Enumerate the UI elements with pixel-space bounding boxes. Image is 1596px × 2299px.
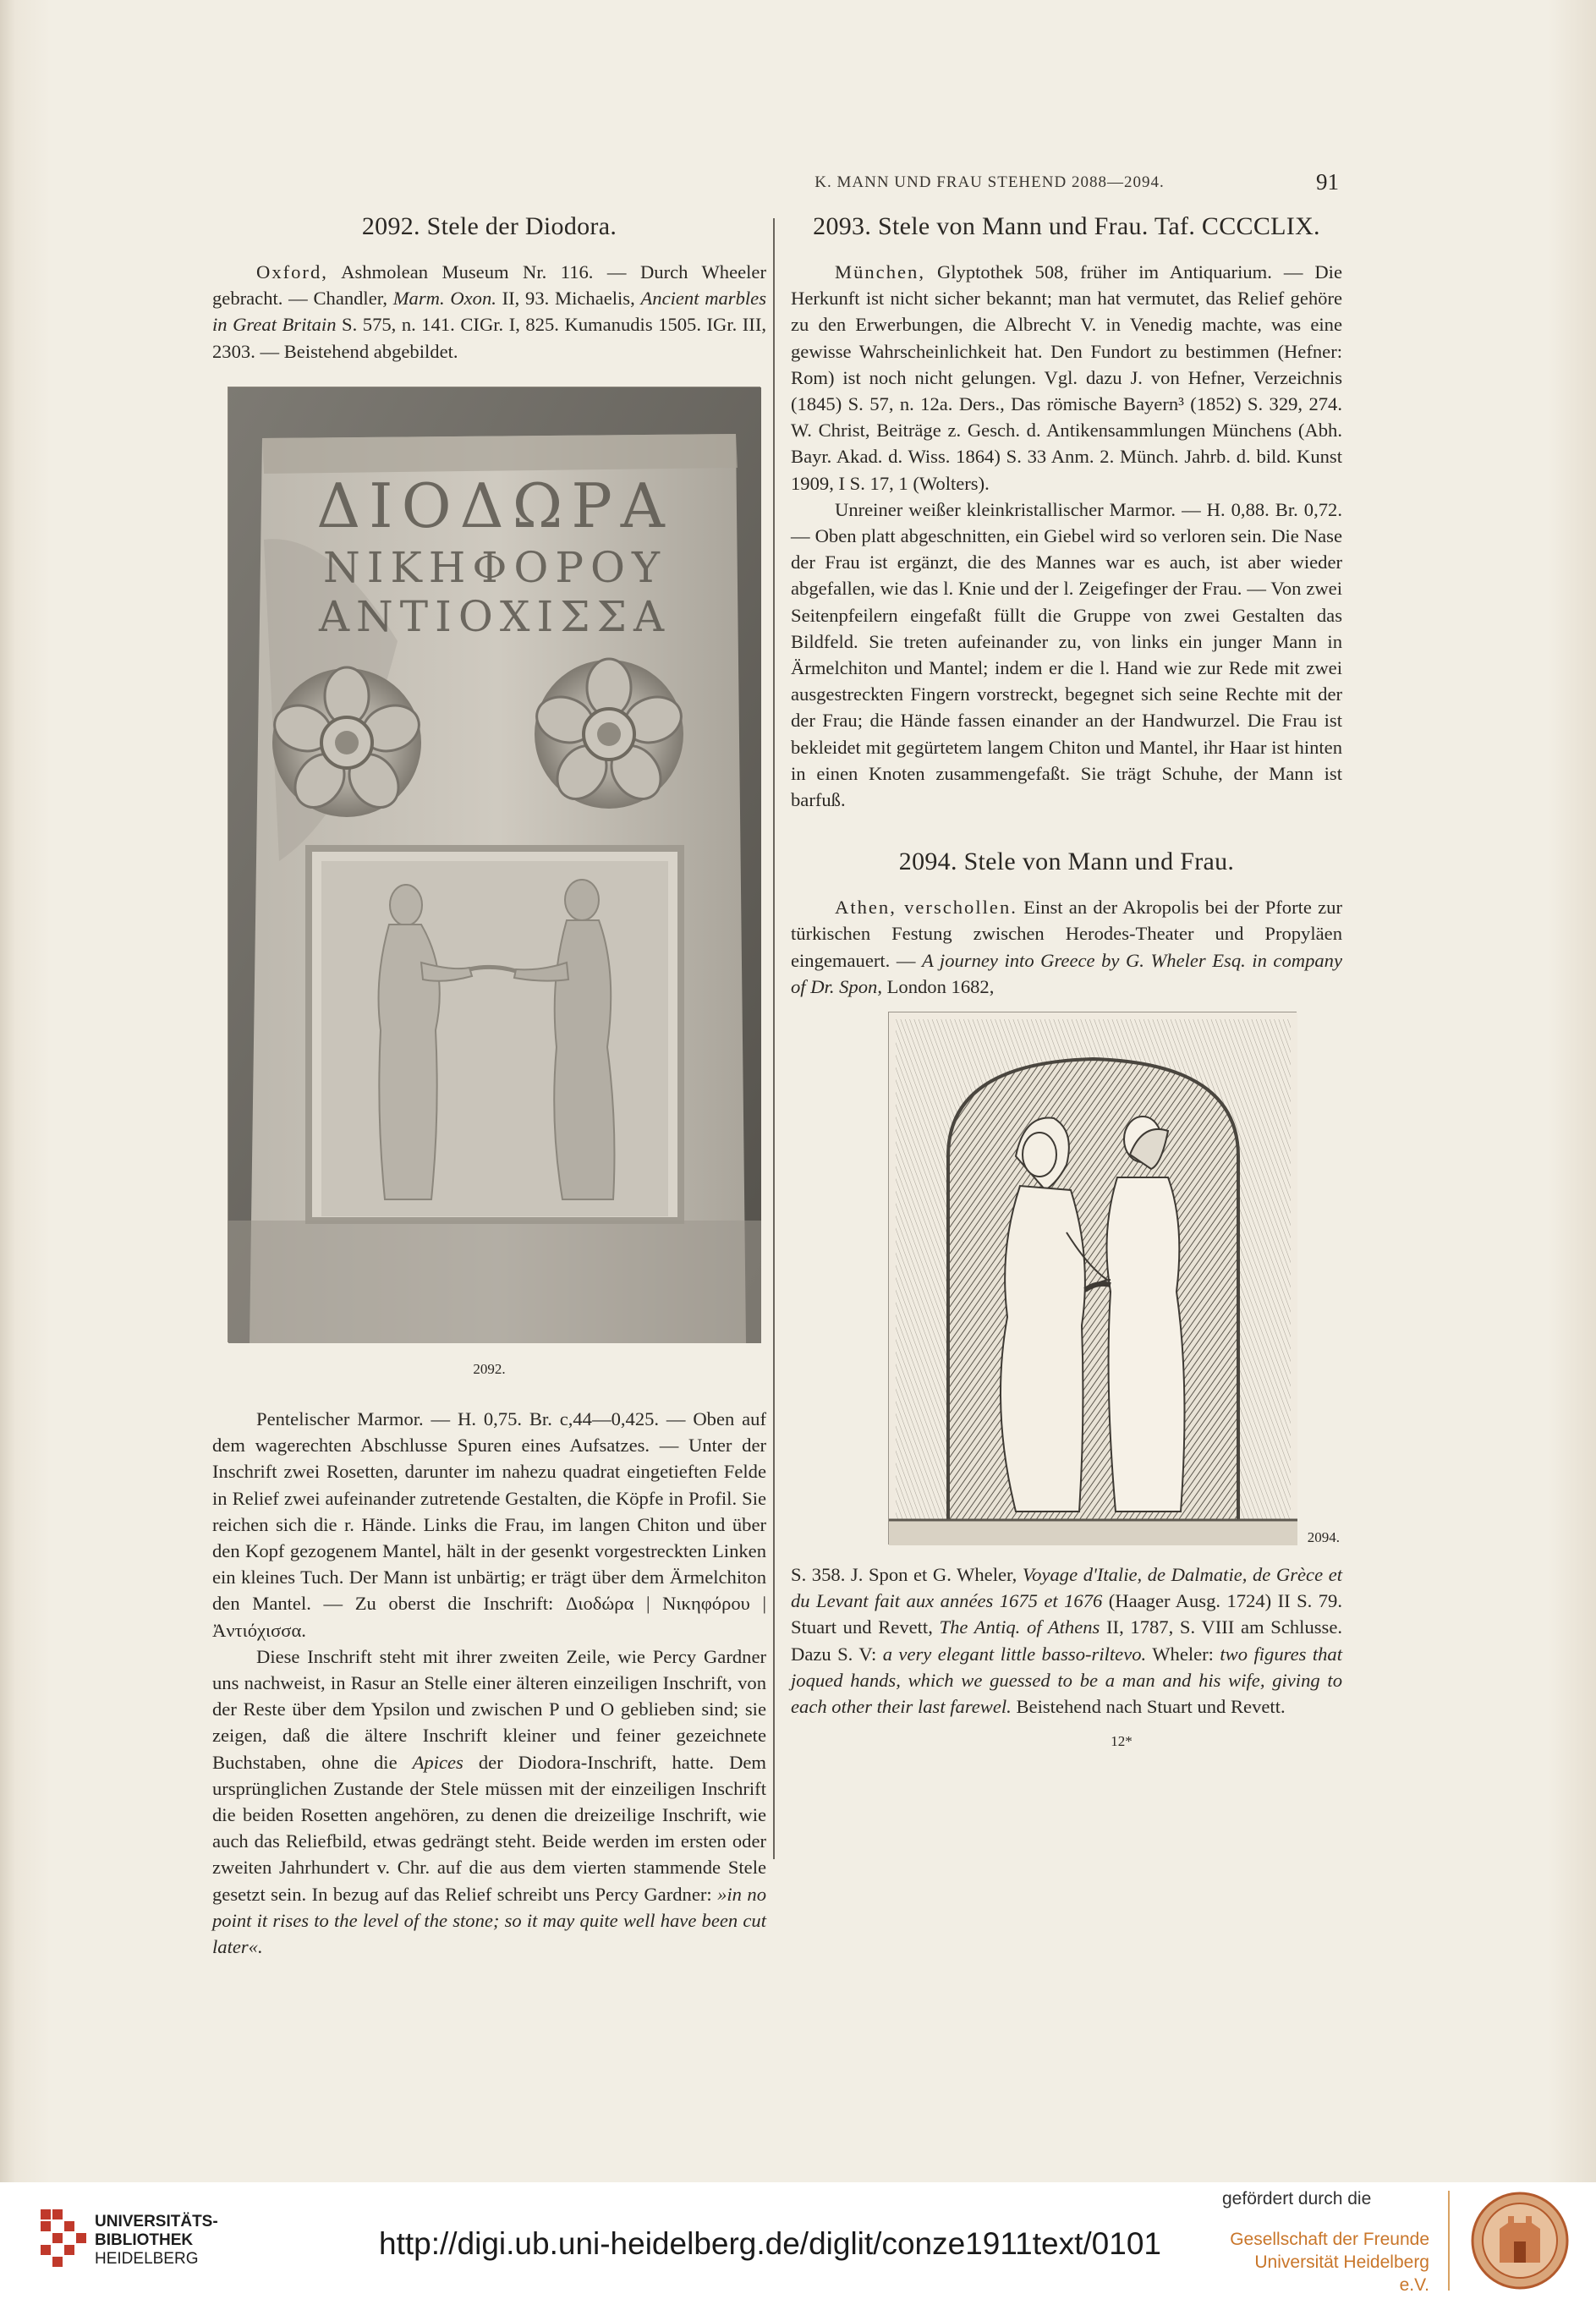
relief-recess xyxy=(321,861,668,1216)
right-column xyxy=(791,210,1342,1755)
column-divider xyxy=(773,218,775,1859)
heading-2092: 2092. Stele der Diodora. xyxy=(361,212,617,240)
cite-voyage: Voyage d'Italie, de Dalmatie, de Grèce et du Levant fait aux années 1675 et 1676 xyxy=(791,1564,1342,1612)
paragraph-2092-inscription xyxy=(212,1643,766,1960)
library-line-3: HEIDELBERG xyxy=(95,2250,199,2268)
intro-text-a: Ashmolean Museum Nr. 116. — Durch Wheeler gebracht. — Chandler, xyxy=(212,261,766,310)
heading-2094: 2094. Stele von Mann und Frau. xyxy=(898,848,1235,876)
apices-term: Apices xyxy=(412,1751,463,1773)
provenance-text: Glyptothek 508, früher im Antiquarium. — Die Herkunft ist nicht sicher bekannt; man hat vermutet, das Relief gehöre zu den Erwerbungen, die Albrecht V. in Venedig machte, was eine gewisse Wahrscheinlichkeit hat. Den Fundort zu bestimmen (Hefner: Rom) ist noch nicht gelungen. Vgl. dazu J. von Hefner, Verzeichnis (1845) S. 57, n. 12a. Ders., Das römische Bayern³ (1852) S. 329, 274. W. Christ, Beiträge z. Gesch. d. Antikensammlungen Münchens (Abh. Bayr. Akad. d. Wiss. 1864) S. 33 Anm. 2. Münch. Jahrb. d. bild. Kunst 1909, I S. 17, 1 (Wolters). xyxy=(791,261,1342,494)
running-head: K. MANN UND FRAU STEHEND 2088—2094. xyxy=(814,173,1165,191)
lit-text-b: (Haager Ausg. 1724) II S. 79. Stuart und Revett, xyxy=(791,1590,1342,1638)
paragraph-2093-description: Unreiner weißer kleinkristallischer Marmor. — H. 0,88. Br. 0,72. — Oben platt abgeschnitten, ein Giebel wird so verloren sein. Die Nase der Frau ist ergänzt, die des Mannes war es auch, ist aber wieder abgefallen, wie das l. Knie und der l. Zeigefinger der Frau. — Von zwei Seitenpfeilern eingefaßt füllt die Gruppe von zwei Gestalten das Bildfeld. Sie treten aufeinander zu, von links ein junger Mann in Ärmelchiton und Mantel; indem er die l. Hand wie zur Rede mit zwei ausgestreckten Fingern vorstreckt, begegnet sich seine Rechte mit der der Frau; die Hände fassen einander an der Handwurzel. Die Frau ist bekleidet mit gegürtetem langem Chiton und Mantel, ihr Haar ist hinten in einen Knoten zusammengefaßt. Sie trägt Schuhe, der Mann ist barfuß. xyxy=(791,498,1342,811)
lit-text-d: Wheler: xyxy=(1146,1643,1220,1665)
lit-text-c: II, 1787, S. VIII am Schlusse. Dazu S. V: xyxy=(791,1616,1343,1665)
heading-2093: 2093. Stele von Mann und Frau. Taf. CCCCLIX. xyxy=(813,212,1320,240)
funder-name xyxy=(1228,2228,1429,2296)
library-name xyxy=(95,2213,218,2269)
permalink-url[interactable]: http://digi.ub.uni-heidelberg.de/diglit/conze1911text/0101 xyxy=(379,2226,1161,2261)
para2-text-b: der Diodora-Inschrift, hatte. Dem ursprünglichen Zustande der Stele müssen mit der einzeiligen Inschrift die beiden Rosetten angehören, zu denen die dreizeilige Inschrift, wie auch das Reliefbild, etwas gedrängt steht. Beide werden im ersten oder zweiten Jahrhundert v. Chr. auf die aus dem vierten stammende Stele gesetzt sein. In bezug auf das Relief schreibt uns Percy Gardner: xyxy=(212,1751,766,1905)
page-number: 91 xyxy=(1316,169,1339,195)
place-oxford: Oxford, xyxy=(256,261,328,283)
engraving-svg xyxy=(889,1012,1297,1545)
inscription-line-3: ΑΝΤΙΟΧΙΣΣΑ xyxy=(318,591,672,641)
quote-wheler: two figures that joqued hands, which we guessed to be a man and his wife, giving to each other their last farewel. xyxy=(791,1643,1342,1718)
digitization-footer xyxy=(0,2182,1596,2299)
niche-recess xyxy=(948,1059,1238,1520)
intro-text-c: S. 575, n. 141. CIGr. I, 825. Kumanudis 1505. IGr. III, 2303. — Beistehend abgebildet. xyxy=(212,314,767,362)
stele-2094-engraving xyxy=(888,1012,1340,1545)
intro-2092 xyxy=(212,259,766,365)
intro-text-b: II, 93. Michaelis, xyxy=(496,288,641,310)
inscription-line-1: ΔΙΟΔΩΡΑ xyxy=(316,469,673,541)
para2-text-a: Diese Inschrift steht mit ihrer zweiten Zeile, wie Percy Gardner uns nachweist, in Rasur an Stelle einer älteren einzeiligen Inschrift, von der Reste über dem Ypsilon und zwischen P und O geblieben sind; sie zeigen, daß die ältere Inschrift kleiner und feiner gezeichnete Buchstaben, ohne die xyxy=(212,1645,766,1773)
cite-antiq-athens: The Antiq. of Athens xyxy=(939,1616,1100,1638)
paragraph-2094-literature xyxy=(791,1561,1342,1720)
funder-line-1: Gesellschaft der Freunde xyxy=(1230,2230,1429,2249)
stele-photo-svg xyxy=(228,387,761,1343)
quote-basso-rilievo: a very elegant little basso-riltevo. xyxy=(882,1643,1147,1665)
place-athen: Athen, verschollen. xyxy=(835,897,1017,919)
ub-heidelberg-logo-icon xyxy=(41,2209,88,2269)
funded-by-label: gefördert durch die xyxy=(1222,2189,1372,2208)
cite-wheler-journey: A journey into Greece by G. Wheler Esq. in company of Dr. Spon xyxy=(791,949,1342,997)
lit-text-e: Beistehend nach Stuart und Revett. xyxy=(1011,1696,1286,1718)
inscription-lines xyxy=(316,470,673,641)
left-column xyxy=(212,210,766,1960)
library-line-2: BIBLIOTHEK xyxy=(95,2231,194,2249)
signature-mark: 12* xyxy=(1111,1733,1133,1750)
p2094-text-b: , London 1682, xyxy=(877,975,995,997)
lit-text-a: S. 358. J. Spon et G. Wheler, xyxy=(791,1564,1023,1586)
funder-line-2: Universität Heidelberg e.V. xyxy=(1254,2252,1429,2295)
stele-diodora-photo xyxy=(228,387,760,1342)
cite-ancient-marbles: Ancient marbles in Great Britain xyxy=(212,288,766,336)
library-line-1: UNIVERSITÄTS- xyxy=(95,2213,218,2230)
footer-divider xyxy=(1448,2191,1450,2291)
gardner-quote: »in no point it rises to the level of the stone; so it may quite well have been cut later«. xyxy=(212,1883,766,1958)
paragraph-2094-provenance xyxy=(791,894,1342,1000)
place-muenchen: München, xyxy=(835,261,925,283)
paragraph-2093-provenance xyxy=(791,259,1342,497)
figure-caption-2094: 2094. xyxy=(1307,1528,1340,1545)
university-seal-icon xyxy=(1470,2191,1570,2291)
cite-marm-oxon: Marm. Oxon. xyxy=(392,288,496,310)
paragraph-2092-description: Pentelischer Marmor. — H. 0,75. Br. c,44—0,425. — Oben auf dem wagerechten Abschlusse Spuren eines Aufsatzes. — Unter der Inschrift zwei Rosetten, darunter im nahezu quadrat eingetieften Felde in Relief zwei aufeinander zutretende Gestalten, die Köpfe in Profil. Sie reichen sich die r. Hände. Links die Frau, im langen Chiton und über den Kopf gezogenem Mantel, hält in der gesenkt vorgestreckten Linken ein kleines Tuch. Der Mann ist unbärtig; er trägt über dem Ärmelchiton den Mantel. — Zu oberst die Inschrift: Διοδώρα | Νικηφόρου | Ἀντιόχισσα. xyxy=(212,1408,766,1641)
p2094-text-a: Einst an der Akropolis bei der Pforte zur türkischen Festung zwischen Herodes-Theater und Propyläen eingemauert. — xyxy=(791,897,1342,971)
inscription-line-2: ΝΙΚΗΦΟΡΟΥ xyxy=(322,542,667,592)
figure-caption-2092: 2092. xyxy=(473,1360,506,1377)
